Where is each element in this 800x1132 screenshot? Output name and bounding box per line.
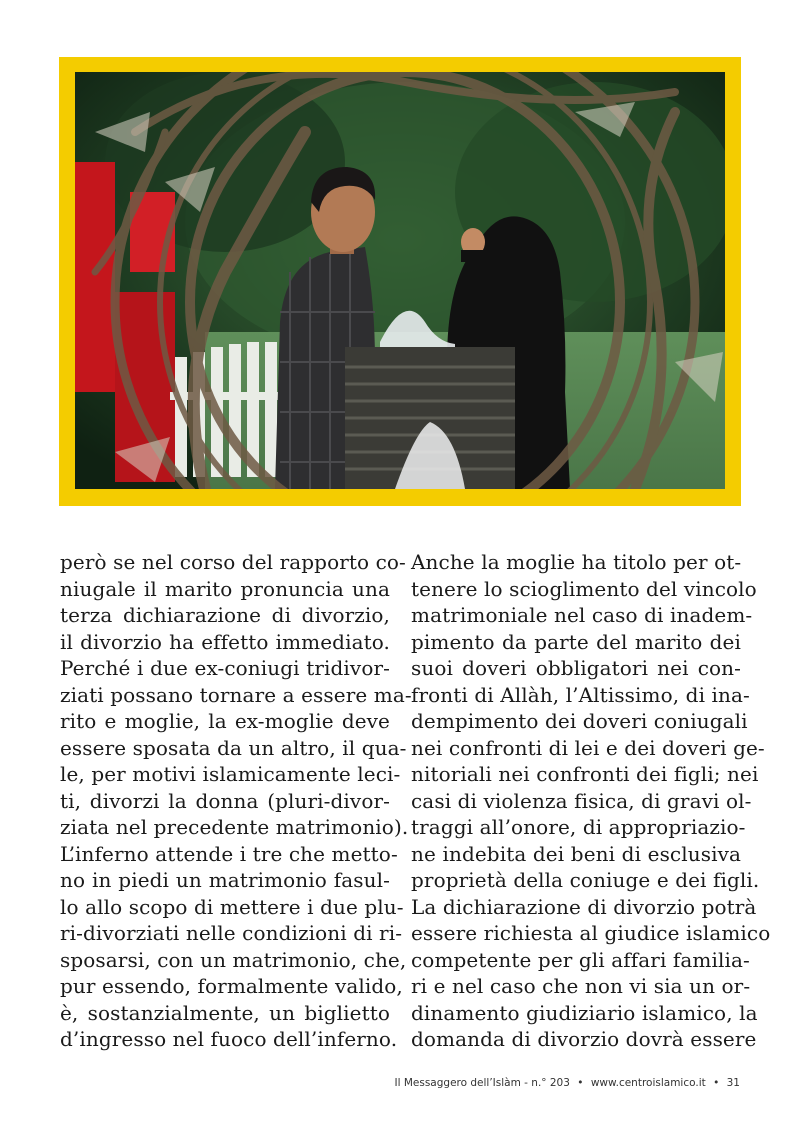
page-footer bbox=[395, 1077, 741, 1089]
text-line: ziata nel precedente matrimonio). bbox=[60, 815, 409, 839]
text-line: casi di violenza fisica, di gravi ol- bbox=[411, 788, 752, 813]
text-line: ri e nel caso che non vi sia un or- bbox=[411, 974, 751, 998]
text-line: no in piedi un matrimonio fasul- bbox=[60, 868, 390, 892]
text-line: dempimento dei doveri coniugali bbox=[411, 709, 748, 733]
body-column-right bbox=[411, 549, 771, 1053]
text-line: sposarsi, con un matrimonio, che, bbox=[60, 947, 407, 972]
text-line: lo allo scopo di mettere i due plu- bbox=[60, 894, 404, 919]
text-line: Anche la moglie ha titolo per ot- bbox=[411, 550, 742, 574]
text-line: pur essendo, formalmente valido, bbox=[60, 974, 403, 998]
bullet-separator: • bbox=[577, 1077, 584, 1089]
text-line: essere sposata da un altro, il qua- bbox=[60, 735, 407, 760]
magazine-issue: Il Messaggero dell’Islàm - n.° 203 bbox=[394, 1077, 570, 1089]
text-line: terza dichiarazione di divorzio, bbox=[60, 603, 390, 627]
body-column-left bbox=[60, 549, 412, 1053]
text-line: d’ingresso nel fuoco dell’inferno. bbox=[60, 1027, 398, 1051]
text-line: le, per motivi islamicamente leci- bbox=[60, 762, 401, 786]
text-line: traggi all’onore, di appropriazio- bbox=[411, 815, 746, 839]
text-line: nei confronti di lei e dei doveri ge- bbox=[411, 735, 765, 760]
text-line: dinamento giudiziario islamico, la bbox=[411, 1000, 758, 1025]
text-line: L’inferno attende i tre che metto- bbox=[60, 841, 398, 866]
text-line: ri-divorziati nelle condizioni di ri- bbox=[60, 921, 403, 945]
article-photo bbox=[75, 72, 725, 489]
bullet-separator: • bbox=[713, 1077, 720, 1089]
text-line: La dichiarazione di divorzio potrà bbox=[411, 894, 757, 919]
text-line: suoi doveri obbligatori nei con- bbox=[411, 656, 741, 680]
text-line: pimento da parte del marito dei bbox=[411, 629, 741, 654]
website-link[interactable]: www.centroislamico.it bbox=[590, 1077, 706, 1089]
text-line: essere richiesta al giudice islamico bbox=[411, 921, 771, 945]
text-line: ne indebita dei beni di esclusiva bbox=[411, 841, 741, 866]
text-line: tenere lo scioglimento del vincolo bbox=[411, 576, 757, 601]
text-line: ti, divorzi la donna (pluri-divor- bbox=[60, 788, 390, 813]
text-line: proprietà della coniuge e dei figli. bbox=[411, 868, 760, 892]
text-line: Perché i due ex-coniugi tridivor- bbox=[60, 656, 390, 680]
page-number: 31 bbox=[726, 1077, 740, 1089]
photo-couple-garden bbox=[75, 72, 725, 489]
text-line: niugale il marito pronuncia una bbox=[60, 576, 390, 601]
text-line: competente per gli affari familia- bbox=[411, 947, 750, 972]
text-line: domanda di divorzio dovrà essere bbox=[411, 1027, 757, 1051]
photo-frame bbox=[59, 57, 741, 506]
text-line: ziati possano tornare a essere ma- bbox=[60, 682, 412, 707]
text-line: rito e moglie, la ex-moglie deve bbox=[60, 709, 390, 733]
text-line: il divorzio ha effetto immediato. bbox=[60, 629, 390, 654]
text-line: nitoriali nei confronti dei figli; nei bbox=[411, 762, 759, 786]
text-line: fronti di Allàh, l’Altissimo, di ina- bbox=[411, 682, 750, 707]
text-line: però se nel corso del rapporto co- bbox=[60, 550, 406, 574]
text-line: è, sostanzialmente, un biglietto bbox=[60, 1000, 390, 1025]
text-line: matrimoniale nel caso di inadem- bbox=[411, 603, 753, 627]
